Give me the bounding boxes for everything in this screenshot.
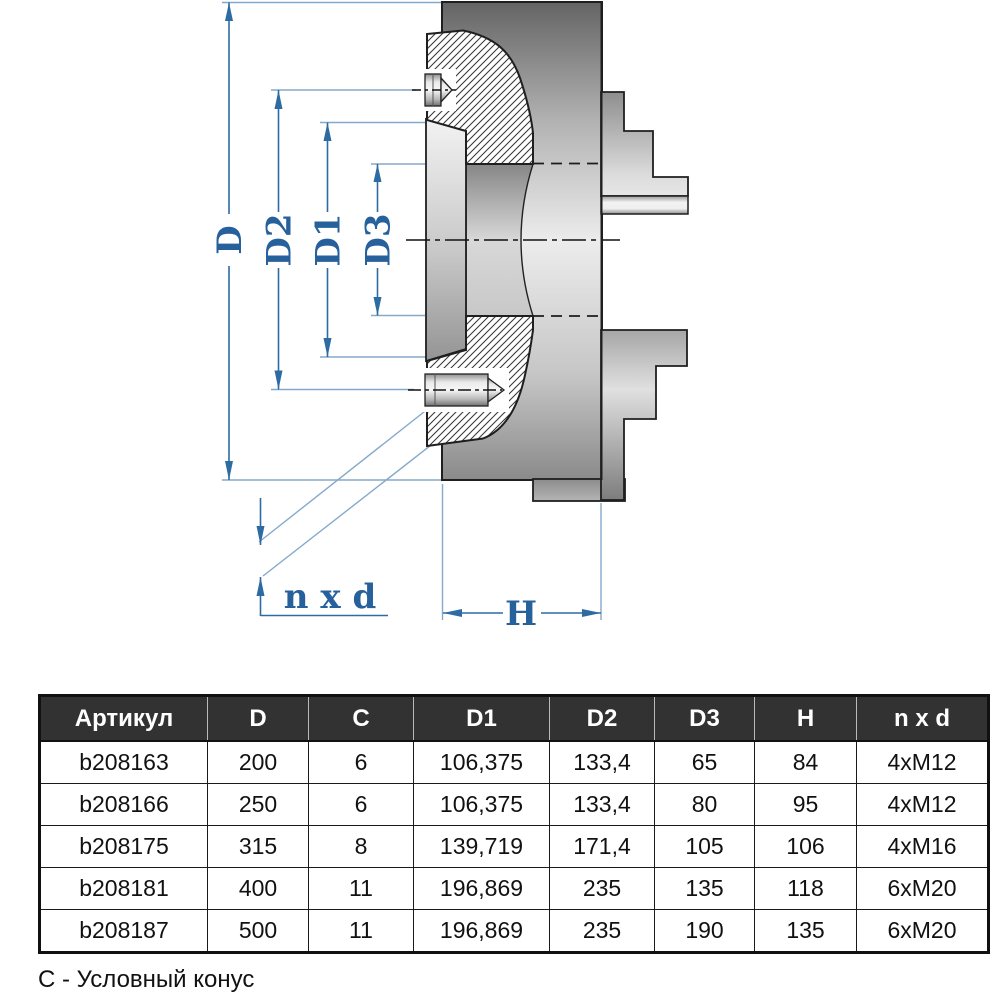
jaw-top bbox=[601, 92, 688, 196]
cell: 4xM16 bbox=[857, 826, 989, 868]
col-header-d1: D1 bbox=[414, 696, 550, 742]
cell: 84 bbox=[755, 741, 857, 784]
cell: 400 bbox=[208, 868, 309, 910]
cell: 6xM20 bbox=[857, 910, 989, 953]
cell: 95 bbox=[755, 784, 857, 826]
table-row bbox=[40, 826, 989, 868]
cell: 200 bbox=[208, 741, 309, 784]
dim-label-h: H bbox=[504, 594, 538, 634]
cell: 105 bbox=[655, 826, 755, 868]
table-row bbox=[40, 741, 989, 784]
table-row bbox=[40, 784, 989, 826]
cell: 235 bbox=[550, 910, 655, 953]
cell: 133,4 bbox=[550, 741, 655, 784]
table-row bbox=[40, 910, 989, 953]
cell: 106,375 bbox=[414, 741, 550, 784]
cell: 4xM12 bbox=[857, 741, 989, 784]
cell: 80 bbox=[655, 784, 755, 826]
cell: 8 bbox=[309, 826, 414, 868]
jaw-top-insert bbox=[601, 196, 688, 214]
col-header-d2: D2 bbox=[550, 696, 655, 742]
dim-label-nxd: n x d bbox=[283, 577, 377, 617]
cell: 4xM12 bbox=[857, 784, 989, 826]
spec-table bbox=[38, 694, 990, 954]
cell: 190 bbox=[655, 910, 755, 953]
col-header-h: H bbox=[755, 696, 857, 742]
cell: 135 bbox=[755, 910, 857, 953]
col-header-d3: D3 bbox=[655, 696, 755, 742]
cell: 106 bbox=[755, 826, 857, 868]
dim-label-d: D bbox=[210, 225, 250, 255]
cell: 6 bbox=[309, 784, 414, 826]
col-header-nxd: n x d bbox=[857, 696, 989, 742]
cell: 139,719 bbox=[414, 826, 550, 868]
cell: 235 bbox=[550, 868, 655, 910]
jaw-bottom bbox=[601, 330, 687, 500]
cell: 171,4 bbox=[550, 826, 655, 868]
dim-label-d2: D2 bbox=[259, 213, 300, 267]
cell: 196,869 bbox=[414, 910, 550, 953]
dim-label-d3: D3 bbox=[358, 213, 399, 267]
cell: 500 bbox=[208, 910, 309, 953]
cell: 250 bbox=[208, 784, 309, 826]
cell: 133,4 bbox=[550, 784, 655, 826]
cell-article: b208181 bbox=[40, 868, 208, 910]
dim-label-d1: D1 bbox=[308, 213, 349, 267]
cell-article: b208163 bbox=[40, 741, 208, 784]
cell: 196,869 bbox=[414, 868, 550, 910]
cell-article: b208187 bbox=[40, 910, 208, 953]
footnote-cone-note: С - Условный конус bbox=[38, 966, 255, 993]
cell: 6 bbox=[309, 741, 414, 784]
cell: 6xM20 bbox=[857, 868, 989, 910]
cell: 315 bbox=[208, 826, 309, 868]
col-header-d: D bbox=[208, 696, 309, 742]
col-header-article: Артикул bbox=[40, 696, 208, 742]
header-row bbox=[40, 696, 989, 742]
cell: 135 bbox=[655, 868, 755, 910]
cell: 11 bbox=[309, 868, 414, 910]
cell-article: b208175 bbox=[40, 826, 208, 868]
col-header-c: C bbox=[309, 696, 414, 742]
cell: 118 bbox=[755, 868, 857, 910]
nxd-leader-line bbox=[259, 408, 429, 542]
table-row bbox=[40, 868, 989, 910]
cell-article: b208166 bbox=[40, 784, 208, 826]
cell: 11 bbox=[309, 910, 414, 953]
cell: 106,375 bbox=[414, 784, 550, 826]
cell: 65 bbox=[655, 741, 755, 784]
